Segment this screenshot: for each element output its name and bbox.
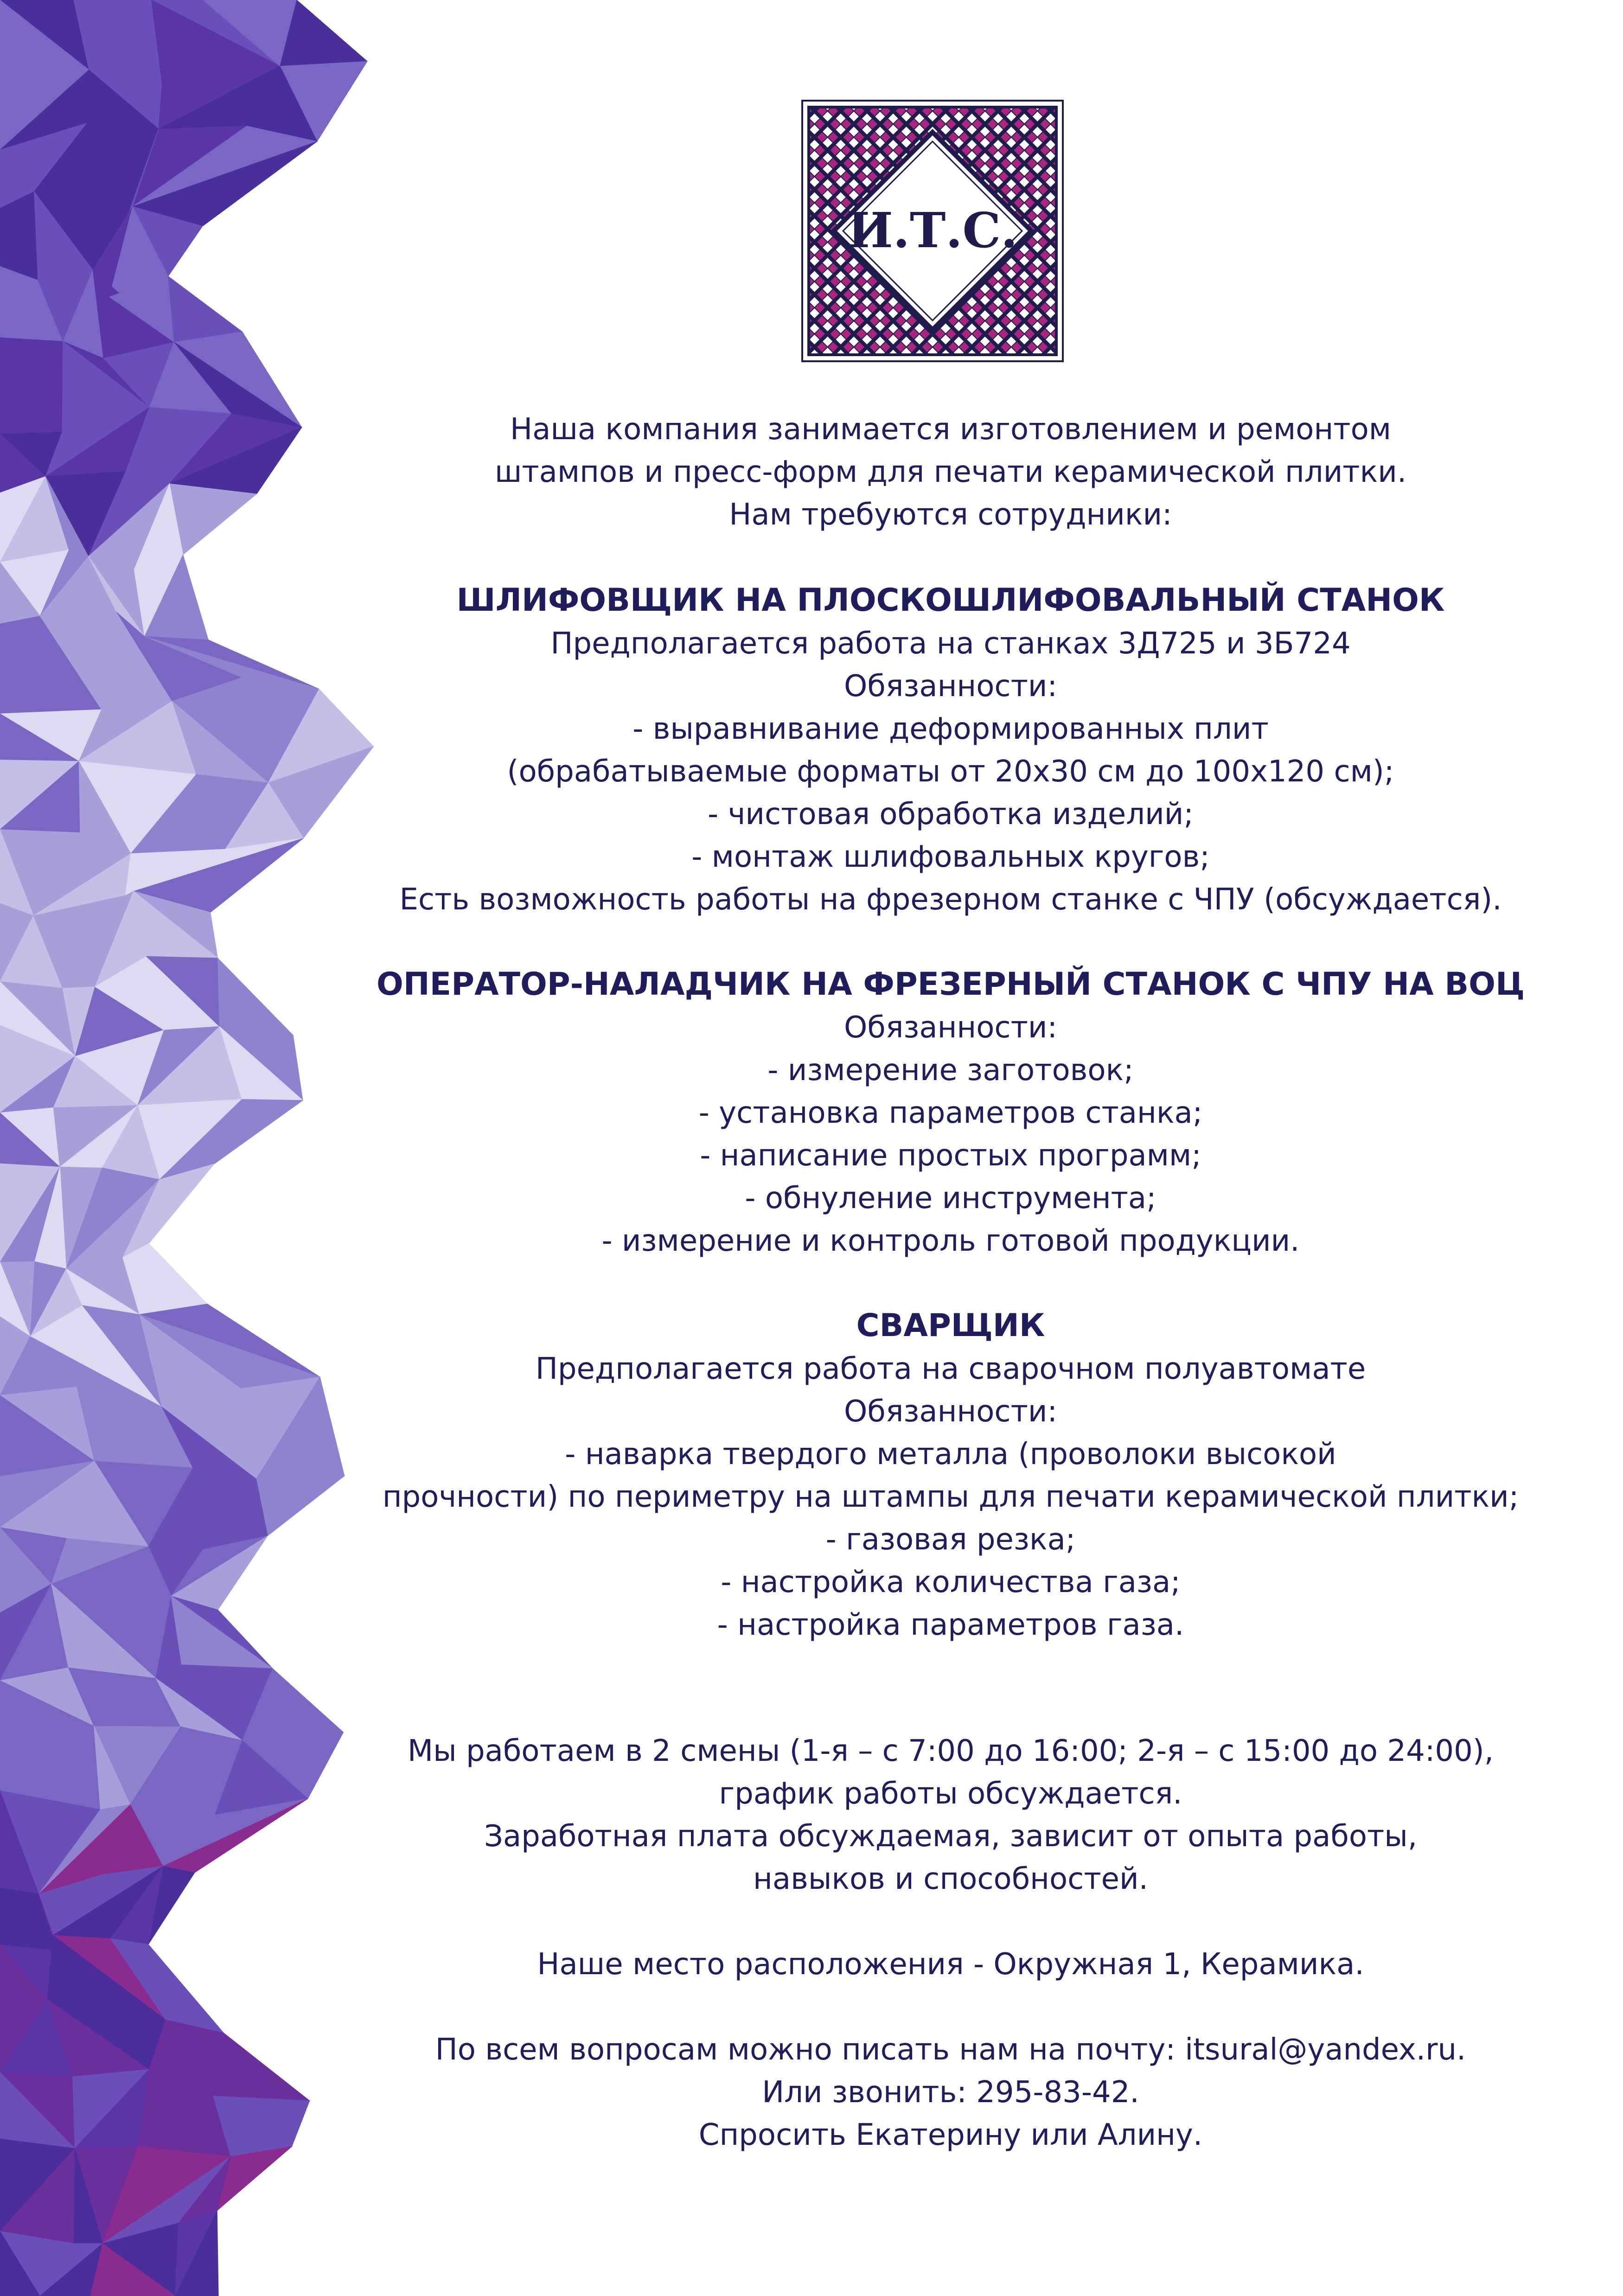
polygon-mosaic-border [0, 0, 380, 2296]
vacancy-line: Есть возможность работы на фрезерном станке с ЧПУ (обсуждается). [399, 883, 1502, 917]
vacancy-line: Обязанности: [843, 1394, 1058, 1429]
vacancy-line: - обнуление инструмента; [745, 1181, 1157, 1215]
announcement-body [362, 408, 1540, 2156]
vacancy-line: - наварка твердого металла (проволоки высокой [565, 1437, 1336, 1471]
vacancy-line: (обрабатываемые форматы от 20х30 см до 100х120 см); [507, 755, 1394, 789]
vacancy-title: ОПЕРАТОР-НАЛАДЧИК НА ФРЕЗЕРНЫЙ СТАНОК С ЧПУ НА ВОЦ [376, 966, 1525, 1003]
conditions-line: навыков и способностей. [753, 1862, 1148, 1896]
vacancy-line: Обязанности: [843, 1010, 1058, 1045]
vacancy-line: прочности) по периметру на штампы для печати керамической плитки; [382, 1480, 1519, 1514]
vacancy-line: - выравнивание деформированных плит [633, 712, 1269, 746]
vacancy-line: - измерение заготовок; [767, 1053, 1134, 1087]
vacancy-cnc-operator [362, 963, 1540, 1262]
contact-phone-line: Или звонить: 295-83-42. [762, 2075, 1139, 2110]
conditions-line: Мы работаем в 2 смены (1-я – с 7:00 до 16:00; 2-я – с 15:00 до 24:00), [407, 1734, 1494, 1768]
vacancy-line: - написание простых программ; [700, 1138, 1201, 1173]
vacancy-line: Обязанности: [843, 669, 1058, 704]
vacancy-welder [362, 1304, 1540, 1646]
conditions-line: Заработная плата обсуждаемая, зависит от опыта работы, [484, 1819, 1418, 1854]
conditions-line: график работы обсуждается. [719, 1777, 1182, 1811]
intro-block [362, 408, 1540, 536]
mosaic-facet [217, 958, 293, 1035]
logo-text: И.Т.С. [847, 202, 1018, 259]
vacancy-line: - газовая резка; [825, 1522, 1076, 1557]
mosaic-facet [171, 1596, 273, 1669]
contact-person-line: Спросить Екатерину или Алину. [698, 2118, 1203, 2152]
mosaic-facet [256, 1476, 345, 1536]
company-logo [801, 100, 1064, 362]
vacancy-line: - измерение и контроль готовой продукции. [601, 1224, 1300, 1258]
vacancy-title: ШЛИФОВЩИК НА ПЛОСКОШЛИФОВАЛЬНЫЙ СТАНОК [456, 582, 1445, 619]
conditions-block [362, 1730, 1540, 1900]
vacancy-line: - установка параметров станка; [698, 1096, 1203, 1130]
vacancy-line: - настройка параметров газа. [717, 1608, 1184, 1642]
mosaic-facet [168, 276, 243, 342]
vacancy-line: Предполагается работа на станках 3Д725 и 3Б724 [550, 627, 1351, 661]
vacancy-line: Предполагается работа на сварочном полуавтомате [535, 1352, 1366, 1386]
vacancy-line: - монтаж шлифовальных кругов; [691, 840, 1210, 874]
vacancy-line: - настройка количества газа; [721, 1565, 1181, 1599]
vacancy-title: СВАРЩИК [856, 1307, 1045, 1344]
mosaic-facet [140, 1243, 207, 1314]
contact-email-line: По всем вопросам можно писать нам на почту: itsural@yandex.ru. [435, 2033, 1466, 2067]
intro-line: штампов и пресс-форм для печати керамической плитки. [494, 455, 1407, 489]
intro-line: Нам требуются сотрудники: [729, 498, 1172, 532]
location-line: Наше место расположения - Окружная 1, Керамика. [537, 1947, 1364, 1982]
intro-line: Наша компания занимается изготовлением и ремонтом [510, 412, 1391, 447]
mosaic-facet [169, 484, 256, 555]
vacancy-grinder [362, 579, 1540, 921]
contacts-block [362, 2028, 1540, 2156]
vacancy-line: - чистовая обработка изделий; [708, 797, 1194, 831]
